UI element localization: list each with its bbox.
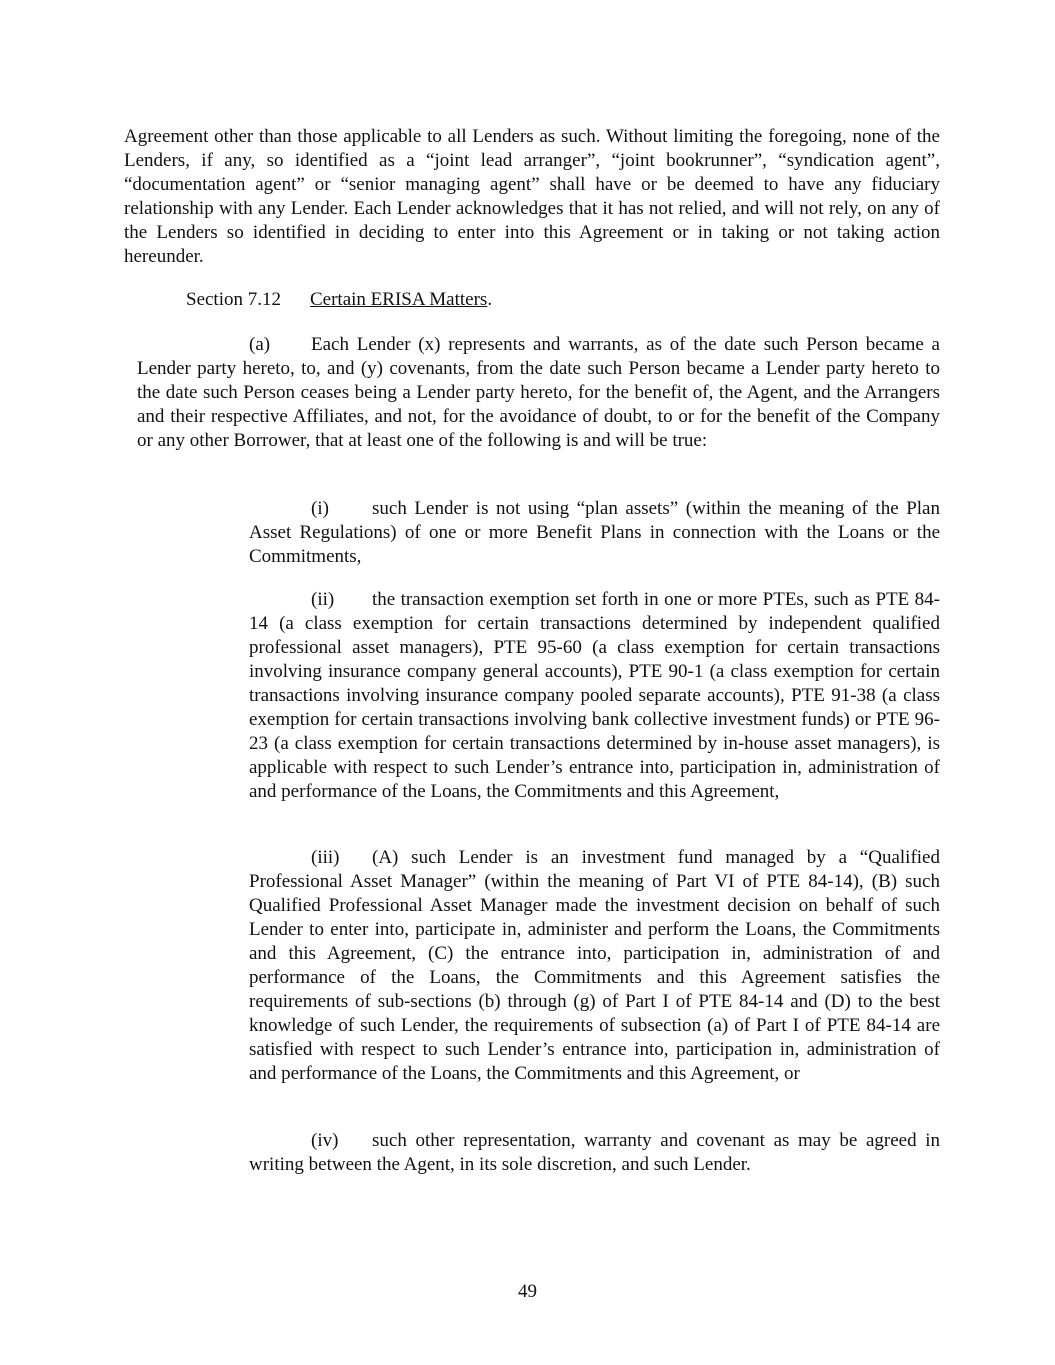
section-title: Certain ERISA Matters xyxy=(310,289,488,310)
clause-ii-text: the transaction exemption set forth in one or more PTEs, such as PTE 84-14 (a class exemption for certain transactions determined by independent qualified professional asset managers), PTE 95-60 (a class exemption for certain transactions involving insurance company general accounts), PTE 90-1 (a class exemption for certain transactions involving insurance company pooled separate accounts), PTE 91-38 (a class exemption for certain transactions involving bank collective investment funds) or PTE 96-23 (a class exemption for certain transactions determined by in-house asset managers), is applicable with respect to such Lender’s entrance into, participation in, administration of and performance of the Loans, the Commitments and this Agreement, xyxy=(249,589,940,802)
paragraph-a-label: (a) xyxy=(249,334,271,355)
clause-ii xyxy=(249,588,940,804)
clause-i-text: such Lender is not using “plan assets” (within the meaning of the Plan Asset Regulations) of one or more Benefit Plans in connection with the Loans or the Commitments, xyxy=(249,498,940,567)
clause-i-label: (i) xyxy=(311,498,329,519)
clause-iii-label: (iii) xyxy=(311,847,340,868)
paragraph-a xyxy=(137,333,940,453)
section-number: Section 7.12 xyxy=(186,289,281,310)
paragraph-a-text: Each Lender (x) represents and warrants, as of the date such Person became a Lender party hereto, to, and (y) covenants, from the date such Person became a Lender party hereto to the date such Person ceases being a Lender party hereto, for the benefit of, the Agent, and the Arrangers and their respective Affiliates, and not, for the avoidance of doubt, to or for the benefit of the Company or any other Borrower, that at least one of the following is and will be true: xyxy=(137,334,940,451)
intro-paragraph: Agreement other than those applicable to all Lenders as such. Without limiting the foregoing, none of the Lenders, if any, so identified as a “joint lead arranger”, “joint bookrunner”, “syndication agent”, “documentation agent” or “senior managing agent” shall have or be deemed to have any fiduciary relationship with any Lender. Each Lender acknowledges that it has not relied, and will not rely, on any of the Lenders so identified in deciding to enter into this Agreement or in taking or not taking action hereunder. xyxy=(124,126,940,267)
clause-iv xyxy=(249,1129,940,1177)
clause-ii-label: (ii) xyxy=(311,589,335,610)
page-number: 49 xyxy=(518,1281,537,1302)
clause-iv-label: (iv) xyxy=(311,1130,339,1151)
clause-i xyxy=(249,497,940,569)
clause-iv-text: such other representation, warranty and covenant as may be agreed in writing between the Agent, in its sole discretion, and such Lender. xyxy=(249,1130,940,1175)
clause-iii-text: (A) such Lender is an investment fund managed by a “Qualified Professional Asset Manager” (within the meaning of Part VI of PTE 84-14), (B) such Qualified Professional Asset Manager made the investment decision on behalf of such Lender to enter into, participate in, administer and perform the Loans, the Commitments and this Agreement, (C) the entrance into, participation in, administration of and performance of the Loans, the Commitments and this Agreement satisfies the requirements of sub-sections (b) through (g) of Part I of PTE 84-14 and (D) to the best knowledge of such Lender, the requirements of subsection (a) of Part I of PTE 84-14 are satisfied with respect to such Lender’s entrance into, participation in, administration of and performance of the Loans, the Commitments and this Agreement, or xyxy=(249,847,940,1084)
section-title-period: . xyxy=(487,289,493,310)
section-heading xyxy=(186,288,492,312)
clause-iii xyxy=(249,846,940,1086)
